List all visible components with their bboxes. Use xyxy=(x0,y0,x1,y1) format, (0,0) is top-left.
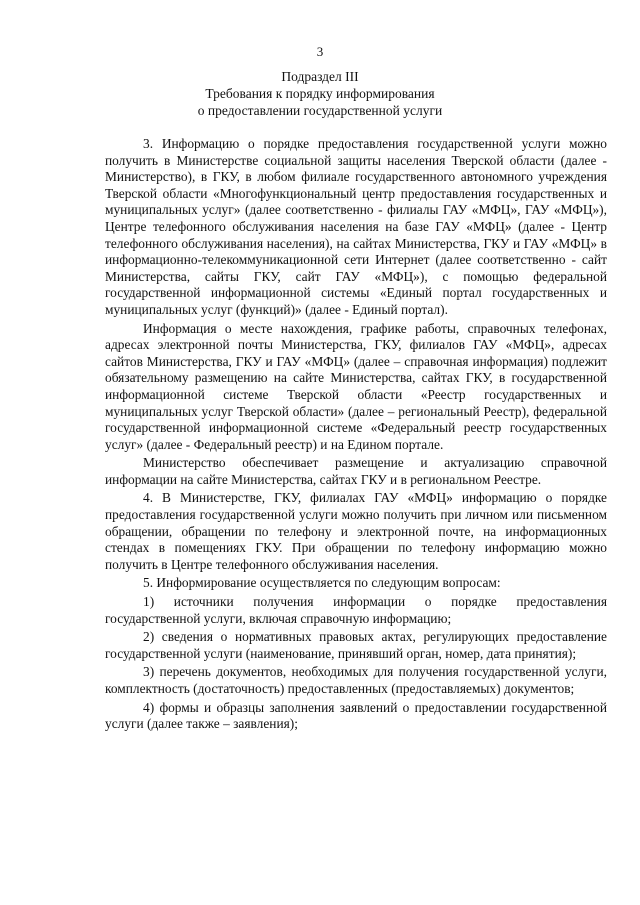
paragraph-item-5: 5. Информирование осуществляется по следующим вопросам: xyxy=(143,575,501,591)
list-item-4: 4) формы и образцы заполнения заявлений о предоставлении государственной услуги (далее также – заявления); xyxy=(105,699,607,732)
paragraph-item-4: 4. В Министерстве, ГКУ, филиалах ГАУ «МФЦ» информацию о порядке предоставления государственной услуги можно получить при личном или письменном обращении, обращении по телефону и электронной почте, на информационных стендах в помещениях ГКУ. При обращении по телефону информацию можно получить в Центре телефонного обслуживания населения. xyxy=(105,490,607,572)
list-item-1: 1) источники получения информации о порядке предоставления государственной услуги, включая справочную информацию; xyxy=(105,594,607,626)
heading-line-subtitle: о предоставлении государственной услуги xyxy=(197,103,443,118)
section-heading xyxy=(0,68,640,119)
paragraph-ministry-duty: Министерство обеспечивает размещение и актуализацию справочной информации на сайте Министерства, сайтах ГКУ и в региональном Реестре. xyxy=(105,455,607,487)
page-number: 3 xyxy=(316,44,324,59)
paragraph-item-3: 3. Информацию о порядке предоставления государственной услуги можно получить в Министерстве социальной защиты населения Тверской области (далее - Министерство), в ГКУ, в любом филиале государственного автономного учреждения Тверской области «Многофункциональный центр предоставления государственных и муниципальных услуг» (далее соответственно - филиалы ГАУ «МФЦ», ГАУ «МФЦ»), Центре телефонного обслуживания населения на базе ГАУ «МФЦ» (далее - Центр телефонного обслуживания населения), на сайтах Министерства, ГКУ и ГАУ «МФЦ» в информационно-телекоммуникационной сети Интернет (далее соответственно - сайт Министерства, сайты ГКУ, сайт ГАУ «МФЦ»), с помощью федеральной государственной информационной системы «Единый портал государственных и муниципальных услуг (функций)» (далее - Единый портал). xyxy=(105,136,607,317)
heading-line-title: Требования к порядку информирования xyxy=(205,86,435,101)
paragraph-reference-info: Информация о месте нахождения, графике работы, справочных телефонах, адресах электронной почты Министерства, ГКУ, филиалов ГАУ «МФЦ», адресах сайтов Министерства, ГКУ и ГАУ «МФЦ» (далее – справочная информация) подлежит обязательному размещению на сайте Министерства, сайтах ГКУ, в государственной информационной системе Тверской области «Реестр государственных и муниципальных услуг Тверской области» (далее – региональный Реестр), федеральной государственной информационной системе «Федеральный реестр государственных услуг» (далее - Федеральный реестр) и на Едином портале. xyxy=(105,320,607,452)
heading-line-subsection: Подраздел III xyxy=(281,69,359,84)
list-item-3: 3) перечень документов, необходимых для получения государственной услуги, комплектность (достаточность) предоставленных (предоставляемых) документов; xyxy=(105,664,607,696)
document-body xyxy=(105,136,607,733)
list-item-2: 2) сведения о нормативных правовых актах, регулирующих предоставление государственной услуги (наименование, принявший орган, номер, дата принятия); xyxy=(105,629,607,661)
